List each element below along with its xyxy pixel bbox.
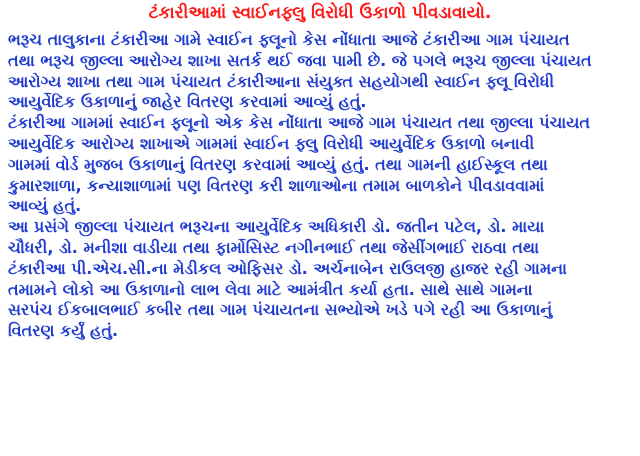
article-line: ગામમાં વોર્ડ મુજબ ઉકાળાનું વિતરણ કરવામાં આવ્યું હતું. તથા ગામની હાઈસ્કૂલ તથા [8,154,548,174]
article-line: આયુર્વેદિક આરોગ્ય શાખાએ ગામમાં સ્વાઈન ફ્લુ વિરોધી આયુર્વેદિક ઉકાળો બનાવી [8,133,535,153]
article-line: ભરૂચ તાલુકાના ટંકારીઆ ગામે સ્વાઈન ફ્લૂનો કેસ નોંધાતા આજે ટંકારીઆ ગામ પંચાયત [8,30,570,49]
article-line: આરોગ્ય શાખા તથા ગામ પંચાયત ટંકારીઆના સંયુક્ત સહયોગથી સ્વાઈન ફ્લૂ વિરોધી [8,71,555,91]
article-line: વિતરણ કર્યું હતું. [8,321,119,341]
headline: ટંકારીઆમાં સ્વાઈનફ્લુ વિરોધી ઉકાળો પીવડાવાયો. [148,3,492,23]
article-line: તથા ભરૂચ જીલ્લા આરોગ્ય શાખા સતર્ક થઈ જવા પામી છે. જે પગલે ભરૂચ જીલ્લા પંચાયત [8,50,592,70]
article-line: આ પ્રસંગે જીલ્લા પંચાયત ભરૂચના આયુર્વેદિક અધિકારી ડો. જતીન પટેલ, ડો. માયા [8,217,545,237]
article-line: ચૌધરી, ડો. મનીશા વાડીયા તથા ફાર્મોસિસ્ટ નગીનભાઈ તથા જેસીંગભાઈ રાઠવા તથા [8,237,539,257]
article-line: સરપંચ ઈકબાલભાઈ કબીર તથા ગામ પંચાયતના સભ્યોએ ખડે પગે રહી આ ઉકાળાનું [8,300,553,320]
article-line: કુમારશાળા, કન્યાશાળામાં પણ વિતરણ કરી શાળાઓના તમામ બાળકોને પીવડાવવામાં [8,175,545,195]
article-line: ટંકારીઆ પી.એચ.સી.ના મેડીકલ ઓફિસર ડો. અર્ચનાબેન રાઉલજી હાજર રહી ગામના [8,258,567,278]
article-line: તમામને લોકો આ ઉકાળાનો લાભ લેવા માટે આમંત્રીત કર્યા હતા. સાથે સાથે ગામના [8,279,533,299]
article-line: આયુર્વેદિક ઉકાળાનું જાહેર વિતરણ કરવામાં આવ્યું હતું. [8,92,367,112]
article-line: ટંકારીઆ ગામમાં સ્વાઈન ફ્લૂનો એક કેસ નોંધાતા આજે ગામ પંચાયત તથા જીલ્લા પંચાયત [8,113,590,133]
article-body [8,30,638,342]
article-line: આવ્યું હતું. [8,196,82,216]
